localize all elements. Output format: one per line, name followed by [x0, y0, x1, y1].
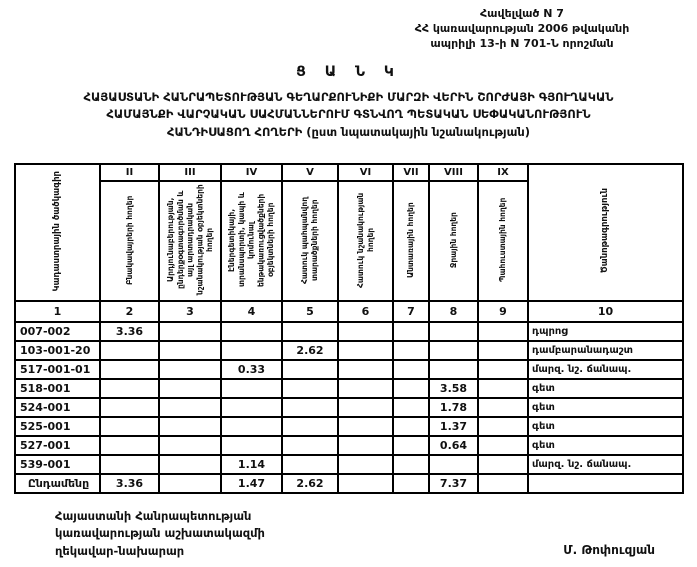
- row-code: 007-002: [15, 322, 100, 341]
- row-code: 525-001: [15, 417, 100, 436]
- page-title: Ց Ա Ն Կ: [296, 64, 401, 80]
- roman-numeral-row: [15, 164, 683, 181]
- row-note: գետ: [528, 417, 683, 436]
- annex-line-2: ՀՀ կառավարության 2006 թվականի: [414, 21, 630, 35]
- table-row: 103-001-20 2.62 դամբարանադաշտ: [15, 341, 683, 360]
- row-code: 539-001: [15, 455, 100, 474]
- row-code: 517-001-01: [15, 360, 100, 379]
- notes-header-cell: [528, 164, 683, 301]
- table-row: 517-001-01 0.33 մարզ. նշ. ճանապ.: [15, 360, 683, 379]
- cadastral-code-header-cell: [15, 164, 100, 301]
- roman-col-7: VII: [393, 164, 429, 181]
- column-number-row: 1 2 3 4 5 6 7 8 9 10: [15, 301, 683, 322]
- row-note: մարզ. նշ. ճանապ.: [528, 455, 683, 474]
- row-code: 527-001: [15, 436, 100, 455]
- header-reserve-lands: Պահուստային հողեր: [478, 181, 528, 301]
- table-row: 527-001 0.64 գետ: [15, 436, 683, 455]
- footer-line-2: կառավարության աշխատակազմի: [55, 526, 265, 541]
- subtitle-line-2: ՀԱՄԱՅՆՔԻ ՎԱՐՉԱԿԱՆ ՍԱՀՄԱՆՆԵՐՈՒՄ ԳՏՆՎՈՂ ՊԵՏԱԿԱՆ ՍԵՓԱԿԱՆՈՒԹՅՈՒՆ: [106, 107, 591, 122]
- header-industrial-lands: Արդյունաբերության, ընդերքօգտագործման և այլ արտադրական նշանակության օբյեկտների հողեր: [159, 181, 221, 301]
- row-note: գետ: [528, 436, 683, 455]
- row-note: դամբարանադաշտ: [528, 341, 683, 360]
- row-note: դպրոց: [528, 322, 683, 341]
- total-row: Ընդամենը 3.36 1.47 2.62 7.37: [15, 474, 683, 493]
- roman-col-5: V: [282, 164, 338, 181]
- notes-header: Ծանոթագրություն: [600, 188, 611, 274]
- header-special-purpose-lands: Հատուկ նշանակության հողեր: [338, 181, 393, 301]
- annex-line-3: ապրիլի 13-ի N 701-Ն որոշման: [430, 36, 614, 50]
- header-forest-lands: Անտառային հողեր: [393, 181, 429, 301]
- header-infrastructure-lands: Էներգետիկայի, տրանսպորտի, կապի և կոմունալ ենթակառուցվածքների օբյեկտների հողեր: [221, 181, 282, 301]
- signatory-name: Մ. Թոփուզյան: [563, 543, 655, 557]
- row-code: 103-001-20: [15, 341, 100, 360]
- roman-col-6: VI: [338, 164, 393, 181]
- row-note: գետ: [528, 398, 683, 417]
- header-protected-lands: Հատուկ պահպանվող տարածքների հողեր: [282, 181, 338, 301]
- table-row: 539-001 1.14 մարզ. նշ. ճանապ.: [15, 455, 683, 474]
- row-code: 518-001: [15, 379, 100, 398]
- table-row: 518-001 3.58 գետ: [15, 379, 683, 398]
- footer-line-1: Հայաստանի Հանրապետության: [55, 509, 252, 523]
- table-row: 525-001 1.37 գետ: [15, 417, 683, 436]
- document-subtitle: [0, 89, 697, 141]
- header-water-lands: Ջրային հողեր: [429, 181, 478, 301]
- annex-line-1: Հավելված N 7: [480, 7, 564, 20]
- roman-col-4: IV: [221, 164, 282, 181]
- subtitle-line-1: ՀԱՅԱՍՏԱՆԻ ՀԱՆՐԱՊԵՏՈՒԹՅԱՆ ԳԵՂԱՐՔՈՒՆԻՔԻ ՄԱՐԶԻ ՎԵՐԻՆ ՇՈՐԺԱՅԻ ԳՅՈՒՂԱԿԱՆ: [83, 90, 614, 104]
- roman-col-8: VIII: [429, 164, 478, 181]
- row-note: մարզ. նշ. ճանապ.: [528, 360, 683, 379]
- total-note: [528, 474, 683, 493]
- footer-line-3: ղեկավար-նախարար: [55, 543, 185, 558]
- signatory-title-block: [55, 508, 265, 560]
- total-label: Ընդամենը: [15, 474, 100, 493]
- cadastral-code-header: Կադաստրային ծածկագիր: [52, 170, 63, 292]
- roman-col-2: II: [100, 164, 159, 181]
- row-note: գետ: [528, 379, 683, 398]
- land-category-table: [14, 163, 684, 494]
- header-settlement-lands: Բնակավայրերի հողեր: [100, 181, 159, 301]
- roman-col-9: IX: [478, 164, 528, 181]
- row-code: 524-001: [15, 398, 100, 417]
- table-row: 524-001 1.78 գետ: [15, 398, 683, 417]
- annex-header: [357, 7, 687, 52]
- roman-col-3: III: [159, 164, 221, 181]
- subtitle-line-3: ՀԱՆԴԻՍԱՑՈՂ ՀՈՂԵՐԻ (ըստ նպատակային նշանակության): [166, 124, 531, 139]
- table-row: 007-002 3.36 դպրոց: [15, 322, 683, 341]
